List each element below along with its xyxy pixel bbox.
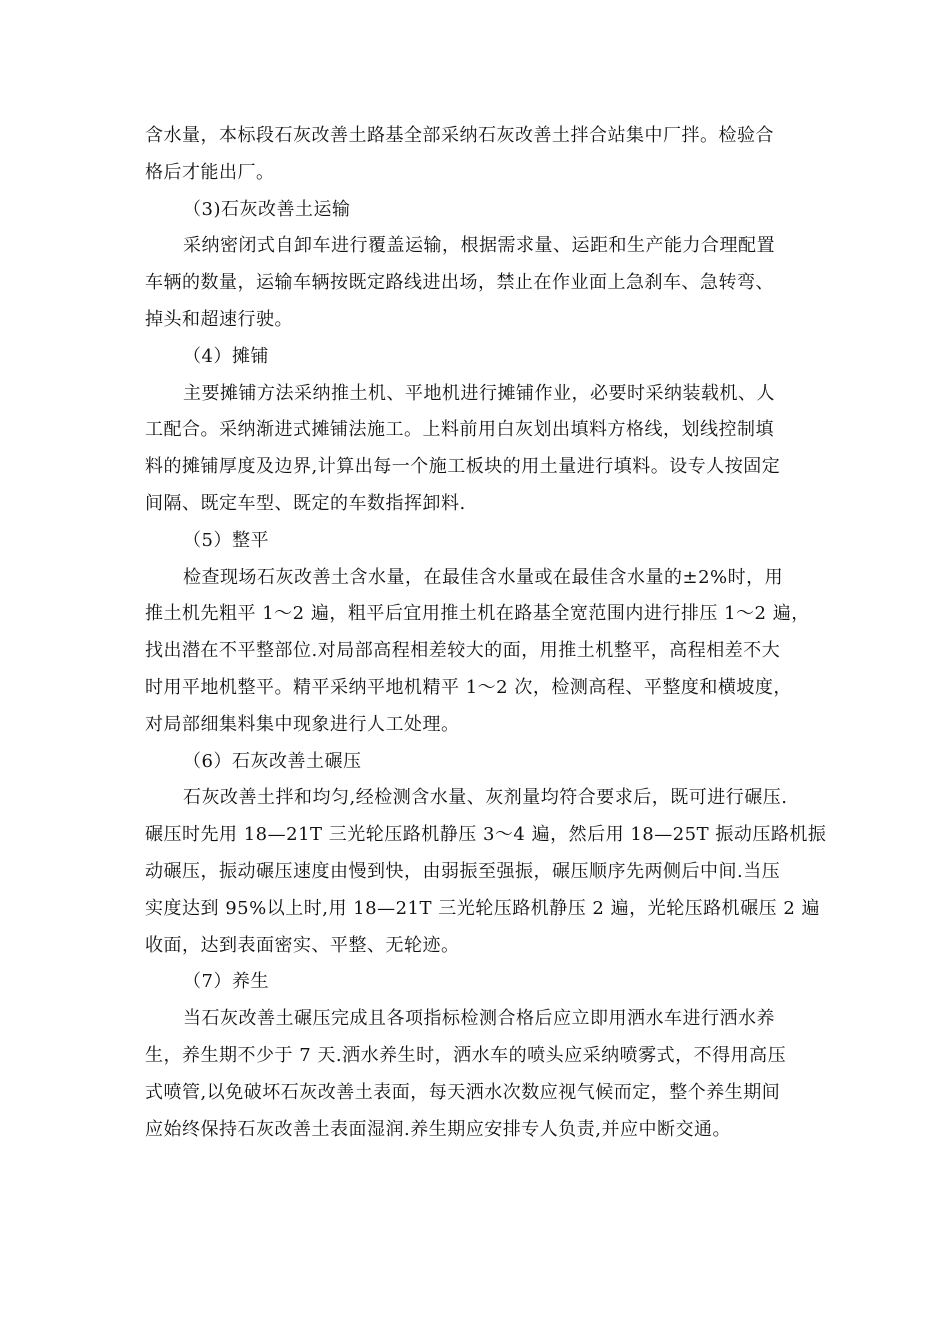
text-line: 动碾压，振动碾压速度由慢到快，由弱振至强振，碾压顺序先两侧后中间.当压 <box>145 860 781 882</box>
section-heading: （4）摊铺 <box>183 345 269 367</box>
text-line: 收面，达到表面密实、平整、无轮迹。 <box>145 934 460 956</box>
text-line: 碾压时先用 18—21T 三光轮压路机静压 3～4 遍，然后用 18—25T 振动压路机振 <box>145 824 827 846</box>
text-line: 含水量，本标段石灰改善土路基全部采纳石灰改善土拌合站集中厂拌。检验合 <box>145 125 774 146</box>
section-heading: （5）整平 <box>183 529 269 551</box>
section-heading: （3)石灰改善土运输 <box>183 198 351 220</box>
text-line: 格后才能出厂。 <box>145 161 275 183</box>
text-line: 式喷管,以免破坏石灰改善土表面，每天洒水次数应视气候而定，整个养生期间 <box>145 1081 781 1103</box>
text-line: 间隔、既定车型、既定的车数指挥卸料. <box>145 492 466 514</box>
paragraph-start: 石灰改善土拌和均匀,经检测含水量、灰剂量均符合要求后，既可进行碾压. <box>183 787 788 809</box>
text-line: 推土机先粗平 1～2 遍，粗平后宜用推土机在路基全宽范围内进行排压 1～2 遍， <box>145 603 810 625</box>
paragraph-start: 检查现场石灰改善土含水量，在最佳含水量或在最佳含水量的±2%时，用 <box>183 566 784 588</box>
paragraph-start: 主要摊铺方法采纳推土机、平地机进行摊铺作业，必要时采纳装载机、人 <box>183 382 775 404</box>
text-line: 应始终保持石灰改善土表面湿润.养生期应安排专人负责,并应中断交通。 <box>145 1118 731 1140</box>
text-line: 车辆的数量，运输车辆按既定路线进出场，禁止在作业面上急刹车、急转弯、 <box>145 272 774 294</box>
section-heading: （6）石灰改善土碾压 <box>183 750 362 772</box>
text-line: 料的摊铺厚度及边界,计算出每一个施工板块的用土量进行填料。设专人按固定 <box>145 456 781 478</box>
document-page <box>145 118 827 1148</box>
text-line: 时用平地机整平。精平采纳平地机精平 1～2 次，检测高程、平整度和横坡度， <box>145 676 792 698</box>
section-heading: （7）养生 <box>183 971 269 993</box>
text-line: 工配合。采纳渐进式摊铺法施工。上料前用白灰划出填料方格线，划线控制填 <box>145 419 774 441</box>
paragraph-start: 采纳密闭式自卸车进行覆盖运输，根据需求量、运距和生产能力合理配置 <box>183 235 775 257</box>
text-line: 找出潜在不平整部位.对局部高程相差较大的面，用推土机整平，高程相差不大 <box>145 640 781 662</box>
text-line: 掉头和超速行驶。 <box>145 308 293 330</box>
text-line: 生，养生期不少于 7 天.洒水养生时，洒水车的喷头应采纳喷雾式，不得用高压 <box>145 1044 787 1066</box>
text-line: 实度达到 95%以上时,用 18—21T 三光轮压路机静压 2 遍，光轮压路机碾压 2 遍 <box>145 897 820 919</box>
text-line: 对局部细集料集中现象进行人工处理。 <box>145 713 460 735</box>
paragraph-start: 当石灰改善土碾压完成且各项指标检测合格后应立即用洒水车进行洒水养 <box>183 1008 775 1030</box>
